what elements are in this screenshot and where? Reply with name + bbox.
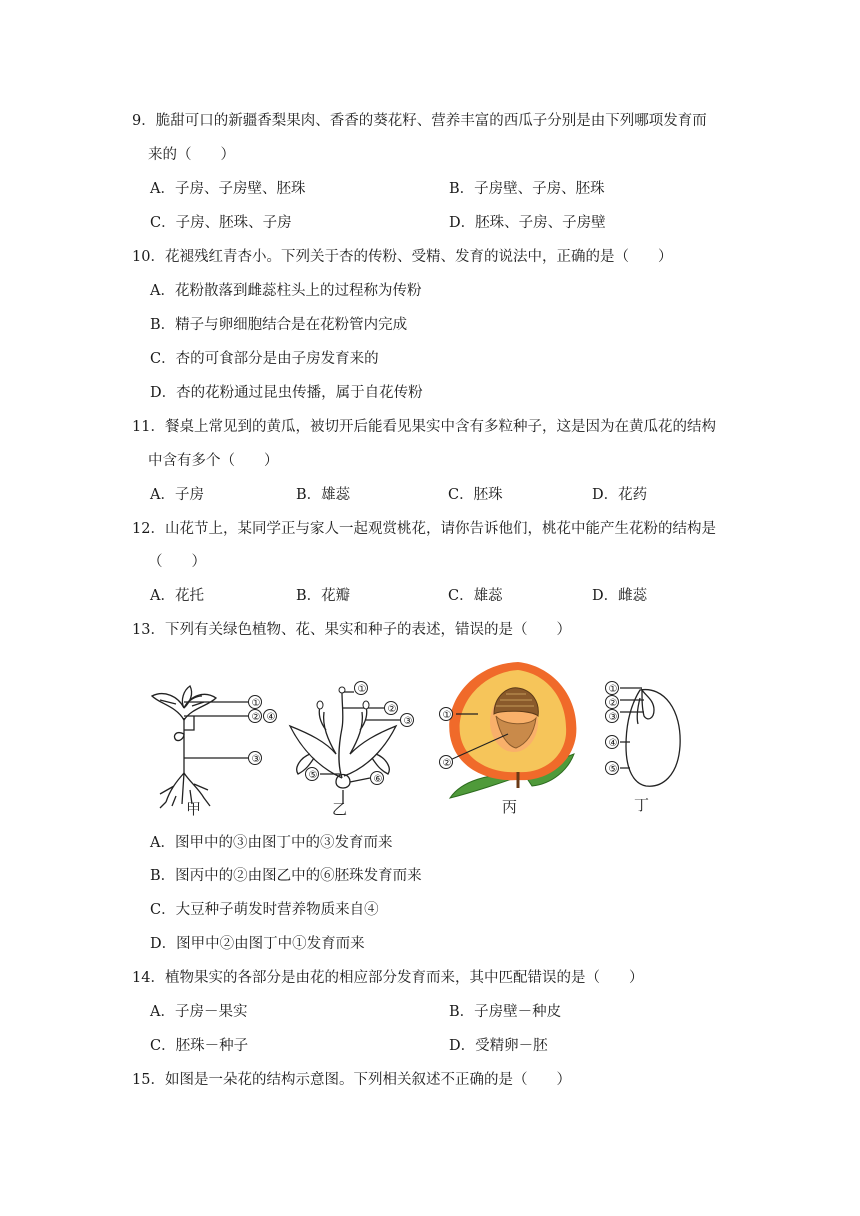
q14-option-d[interactable]: D．受精卵－胚 [449,1038,548,1054]
figure-yi-marker-5 [306,768,319,782]
q9-option-c[interactable]: C．子房、胚珠、子房 [150,215,292,231]
svg-text:①: ① [442,710,452,721]
q11-option-d[interactable]: D．花药 [592,487,648,503]
q11-option-b[interactable]: B．雄蕊 [296,487,351,503]
q13-option-a[interactable]: A．图甲中的③由图丁中的③发育而来 [150,835,393,851]
figure-jia-marker-2 [249,710,262,724]
figure-ding-marker-2 [606,696,619,710]
q11-option-a[interactable]: A．子房 [150,487,204,503]
figure-ding-label: 丁 [634,796,650,814]
q10-option-d[interactable]: D．杏的花粉通过昆虫传播，属于自花传粉 [150,385,423,401]
figure-yi-marker-2 [385,702,398,716]
figure-bing-label: 丙 [502,798,518,816]
q10-option-c[interactable]: C．杏的可食部分是由子房发育来的 [150,351,379,367]
figure-yi-flower [280,678,420,818]
svg-text:⑤: ⑤ [308,770,318,781]
svg-text:③: ③ [608,712,618,723]
figure-ding-seed [600,676,686,816]
q13-option-c[interactable]: C．大豆种子萌发时营养物质来自④ [150,902,379,918]
q12-stem-line2: （ ） [148,554,206,570]
q9-stem-line1: 9．脆甜可口的新疆香梨果肉、香香的葵花籽、营养丰富的西瓜子分别是由下列哪项发育而 [132,113,707,129]
svg-text:④: ④ [266,712,276,723]
figure-jia-marker-1 [249,696,262,710]
q15-stem: 15．如图是一朵花的结构示意图。下列相关叙述不正确的是（ ） [132,1072,571,1088]
q9-option-a[interactable]: A．子房、子房壁、胚珠 [150,181,306,197]
svg-text:⑤: ⑤ [608,764,618,775]
svg-text:③: ③ [403,716,413,727]
q10-option-b[interactable]: B．精子与卵细胞结合是在花粉管内完成 [150,317,408,333]
q12-option-a[interactable]: A．花托 [150,588,204,604]
q9-stem-line2: 来的（ ） [148,147,235,163]
q11-option-c[interactable]: C．胚珠 [448,487,503,503]
q14-stem: 14．植物果实的各部分是由花的相应部分发育而来，其中匹配错误的是（ ） [132,970,644,986]
svg-text:②: ② [608,698,618,709]
q9-option-d[interactable]: D．胚珠、子房、子房壁 [449,215,606,231]
q14-option-c[interactable]: C．胚珠－种子 [150,1038,249,1054]
q12-option-c[interactable]: C．雄蕊 [448,588,503,604]
figure-jia-seedling [146,678,276,818]
q13-option-b[interactable]: B．图丙中的②由图乙中的⑥胚珠发育而来 [150,868,422,884]
figure-ding-marker-5 [606,762,619,776]
figure-ding-marker-4 [606,736,619,750]
svg-text:②: ② [442,758,452,769]
q10-stem: 10．花褪残红青杏小。下列关于杏的传粉、受精、发育的说法中，正确的是（ ） [132,249,673,265]
svg-text:②: ② [251,712,261,723]
svg-text:④: ④ [608,738,618,749]
q14-option-b[interactable]: B．子房壁－种皮 [449,1004,562,1020]
figure-jia-marker-4 [264,710,277,724]
figure-yi-label: 乙 [332,800,348,818]
q12-stem-line1: 12．山花节上，某同学正与家人一起观赏桃花，请你告诉他们，桃花中能产生花粉的结构是 [132,521,716,537]
figure-jia-marker-3 [249,752,262,766]
q10-option-a[interactable]: A．花粉散落到雌蕊柱头上的过程称为传粉 [150,283,422,299]
q13-option-d[interactable]: D．图甲中②由图丁中①发育而来 [150,936,365,952]
svg-text:①: ① [608,684,618,695]
figure-yi-marker-3 [401,714,414,728]
q11-stem-line1: 11．餐桌上常见到的黄瓜，被切开后能看见果实中含有多粒种子，这是因为在黄瓜花的结构 [132,419,716,435]
q12-option-d[interactable]: D．雌蕊 [592,588,648,604]
svg-text:②: ② [387,704,397,715]
figure-ding-marker-3 [606,710,619,724]
figure-bing-marker-2 [440,756,453,770]
figure-jia-label: 甲 [186,800,202,818]
q13-stem: 13．下列有关绿色植物、花、果实和种子的表述，错误的是（ ） [132,622,571,638]
q12-option-b[interactable]: B．花瓣 [296,588,351,604]
q14-option-a[interactable]: A．子房－果实 [150,1004,248,1020]
figure-bing-peach [434,656,584,816]
figure-yi-marker-1 [355,682,368,696]
figure-ding-marker-1 [606,682,619,696]
q11-stem-line2: 中含有多个（ ） [148,453,279,469]
svg-text:⑥: ⑥ [373,774,383,785]
svg-text:③: ③ [251,754,261,765]
figure-bing-marker-1 [440,708,453,722]
svg-text:①: ① [357,684,367,695]
svg-text:①: ① [251,698,261,709]
figure-yi-marker-6 [371,772,384,786]
q9-option-b[interactable]: B．子房壁、子房、胚珠 [449,181,605,197]
